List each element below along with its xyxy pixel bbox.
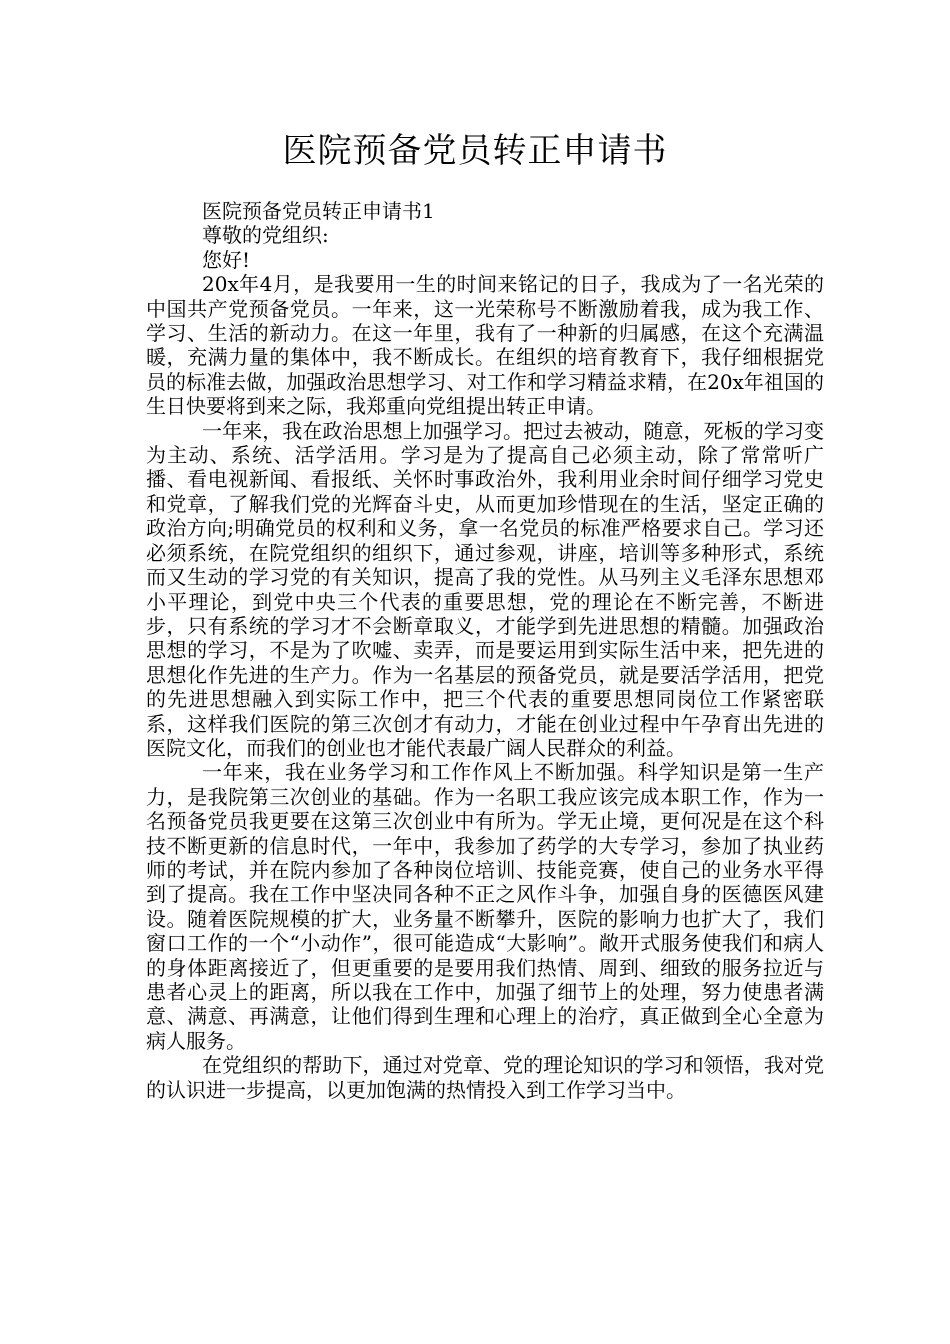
paragraph: 一年来，我在政治思想上加强学习。把过去被动，随意，死板的学习变为主动、系统、活学活用。学习是为了提高自己必须主动，除了常常听广播、看电视新闻、看报纸、关怀时事政治外，我利用业余时间仔细学习党史和党章，了解我们党的光辉奋斗史，从而更加珍惜现在的生活，坚定正确的政治方向;明确党员的权利和义务，拿一名党员的标准严格要求自己。学习还必须系统，在院党组织的组织下，通过参观，讲座，培训等多种形式，系统而又生动的学习党的有关知识，提高了我的党性。从马列主义毛泽东思想邓小平理论，到党中央三个代表的重要思想，党的理论在不断完善，不断进步，只有系统的学习才不会断章取义，才能学到先进思想的精髓。加强政治思想的学习，不是为了吹嘘、卖弄，而是要运用到实际生活中来，把先进的思想化作先进的生产力。作为一名基层的预备党员，就是要活学活用，把党的先进思想融入到实际工作中，把三个代表的重要思想同岗位工作紧密联系，这样我们医院的第三次创才有动力，才能在创业过程中午孕育出先进的医院文化，而我们的创业也才能代表最广阔人民群众的利益。 (146, 418, 824, 760)
document-body (146, 199, 824, 1102)
document-title: 医院预备党员转正申请书 (282, 131, 668, 171)
paragraph: 一年来，我在业务学习和工作作风上不断加强。科学知识是第一生产力，是我院第三次创业的基础。作为一名职工我应该完成本职工作，作为一名预备党员我更要在这第三次创业中有所为。学无止境，更何况是在这个科技不断更新的信息时代，一年中，我参加了药学的大专学习，参加了执业药师的考试，并在院内参加了各种岗位培训、技能竞赛，使自己的业务水平得到了提高。我在工作中坚决同各种不正之风作斗争，加强自身的医德医风建设。随着医院规模的扩大，业务量不断攀升，医院的影响力也扩大了，我们窗口工作的一个“小动作”，很可能造成“大影响”。敞开式服务使我们和病人的身体距离接近了，但更重要的是要用我们热情、周到、细致的服务拉近与患者心灵上的距离，所以我在工作中，加强了细节上的处理，努力使患者满意、满意、再满意，让他们得到生理和心理上的治疗，真正做到全心全意为病人服务。 (146, 760, 824, 1053)
paragraph: 在党组织的帮助下，通过对党章、党的理论知识的学习和领悟，我对党的认识进一步提高，以更加饱满的热情投入到工作学习当中。 (146, 1053, 824, 1102)
salutation: 尊敬的党组织: (202, 223, 329, 248)
greeting: 您好! (202, 247, 251, 272)
paragraph: 20x年4月，是我要用一生的时间来铭记的日子，我成为了一名光荣的中国共产党预备党员。一年来，这一光荣称号不断激励着我，成为我工作、学习、生活的新动力。在这一年里，我有了一种新的归属感，在这个充满温暖，充满力量的集体中，我不断成长。在组织的培育教育下，我仔细根据党员的标准去做，加强政治思想学习、对工作和学习精益求精，在20x年祖国的生日快要将到来之际，我郑重向党组提出转正申请。 (146, 272, 824, 419)
document-subtitle: 医院预备党员转正申请书1 (202, 199, 435, 223)
